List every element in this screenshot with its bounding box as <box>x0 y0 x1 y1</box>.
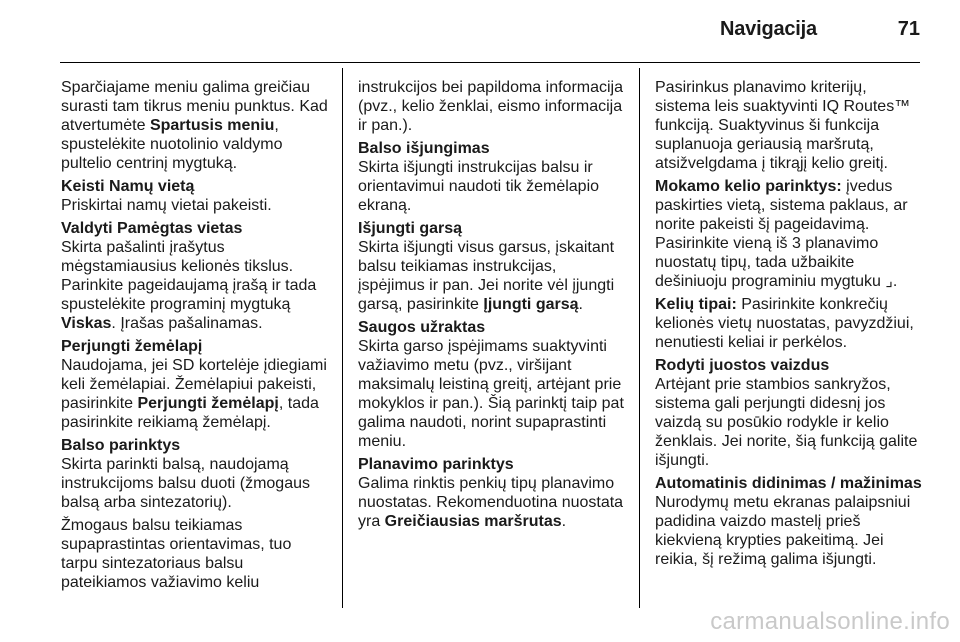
section-manage-favorites: Valdyti Pamėgtas vietas Skirta pašalinti įrašytus mėgstamiausius kelionės tikslus. Parinkite pageidaujamą įrašą ir tada spustelėkite programinį mygtuką Viskas. Įrašas pašalinamas. <box>61 219 329 333</box>
section-heading: Valdyti Pamėgtas vietas <box>61 220 243 237</box>
section-change-home: Keisti Namų vietą Priskirtai namų vietai pakeisti. <box>61 177 329 215</box>
voice-options-paragraph: Žmogaus balsu teikiamas supaprastintas orientavimas, tuo tarpu sintezatoriaus balsu pateikiamos važiavimo keliu <box>61 517 292 591</box>
section-mute: Išjungti garsą Skirta išjungti visus garsus, įskaitant balsu teikiamas instrukcijas, įspėjimus ir pan. Jei norite vėl įjungti garsą, pasirinkite Įjungti garsą. <box>358 219 626 314</box>
section-heading: Balso išjungimas <box>358 140 490 157</box>
toll-road-paragraph: Mokamo kelio parinktys: įvedus paskirties vietą, sistema paklaus, ar norite pakeisti šį pageidavimą. Pasirinkite vieną iš 3 planavimo nuostatų tipų, tada užbaikite dešiniuoju programiniu mygtuku ⌟. <box>655 178 908 290</box>
page-section-title: Navigacija <box>720 18 817 40</box>
section-safety-lock: Saugos užraktas Skirta garso įspėjimams suaktyvinti važiavimo metu (pvz., viršijant maksimalų leistiną greitį, artėjant prie mokyklos ir pan.). Šią parinktį taip pat galima naudoti, norint supaprastinti meniu. <box>358 318 626 451</box>
section-heading: Planavimo parinktys <box>358 456 514 473</box>
section-auto-zoom: Automatinis didinimas / mažinimas Nurodymų metu ekranas palaipsniui padidina vaizdo mastelį prieš kiekvieną krypties pakeitimą. Jei reikia, šį režimą galima išjungti. <box>655 475 922 568</box>
text-column-1 <box>61 78 329 596</box>
section-heading: Saugos užraktas <box>358 319 486 336</box>
section-heading: Rodyti juostos vaizdus <box>655 357 830 374</box>
quick-menu-term: Spartusis meniu <box>149 117 275 134</box>
section-voice-off: Balso išjungimas Skirta išjungti instrukcijas balsu ir orientavimui naudoti tik žemėlapio ekraną. <box>358 139 626 215</box>
text-column-3 <box>655 78 923 573</box>
section-heading: Keisti Namų vietą <box>61 178 195 195</box>
section-heading: Automatinis didinimas / mažinimas <box>655 475 922 492</box>
header-divider <box>60 62 920 63</box>
watermark: carmanualsonline.info <box>710 608 950 635</box>
section-voice-options: Balso parinktys Skirta parinkti balsą, naudojamą instrukcijoms balsu duoti (žmogaus balsą arba sintezatorių). <box>61 436 329 512</box>
section-heading: Perjungti žemėlapį <box>61 338 203 355</box>
section-planning-options: Planavimo parinktys Galima rinktis penkių tipų planavimo nuostatas. Rekomenduotina nuostata yra Greičiausias maršrutas. <box>358 455 626 531</box>
intro-paragraph: Sparčiajame meniu galima greičiau surasti tam tikrus meniu punktus. Kad atvertumėte Spartusis meniu, spustelėkite nuotolinio valdymo pultelio centrinį mygtuką. <box>61 79 328 172</box>
section-switch-map: Perjungti žemėlapį Naudojama, jei SD kortelėje įdiegiami keli žemėlapiai. Žemėlapiui pakeisti, pasirinkite Perjungti žemėlapį, tada pasirinkite reikiamą žemėlapį. <box>61 337 329 432</box>
section-heading: Balso parinktys <box>61 437 181 454</box>
road-types-paragraph: Kelių tipai: Pasirinkite konkrečių kelionės vietų nuostatas, pavyzdžiui, nenutiesti keliai ir perkėlos. <box>655 296 914 351</box>
continued-paragraph: instrukcijos bei papildoma informacija (pvz., kelio ženklai, eismo informacija ir pan.). <box>358 79 624 134</box>
column-divider-1 <box>342 68 343 608</box>
text-column-2 <box>358 78 626 535</box>
section-lane-images: Rodyti juostos vaizdus Artėjant prie stambios sankryžos, sistema gali perjungti didesnį jos vaizdą su posūkio rodykle ir kelio ženklais. Jei norite, šią funkciją galite išjungti. <box>655 356 923 470</box>
column-divider-2 <box>639 68 640 608</box>
iq-routes-paragraph: Pasirinkus planavimo kriterijų, sistema leis suaktyvinti IQ Routes™ funkciją. Suaktyvinus ši funkcija suplanuoja geriausią maršrutą, atsižvelgdama į tikrąjį kelio greitį. <box>655 79 911 172</box>
section-heading: Išjungti garsą <box>358 220 463 237</box>
page-number: 71 <box>897 18 920 40</box>
